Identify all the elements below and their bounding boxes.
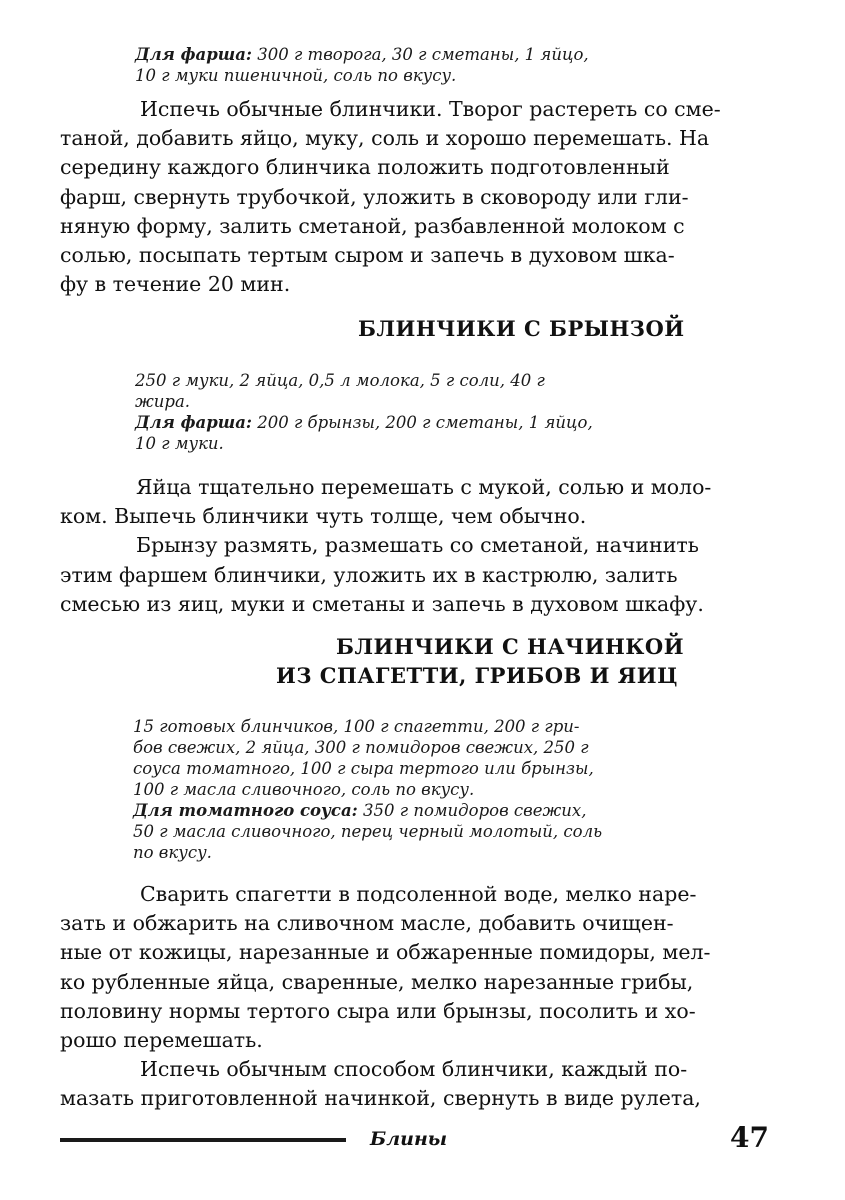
recipe3-ingredients [133,716,602,863]
ingredients-line: бов свежих, 2 яйца, 300 г помидоров свежих, 250 г [133,738,589,757]
sauce-label: Для томатного соуса: [133,801,358,820]
recipe-title: БЛИНЧИКИ С БРЫНЗОЙ [358,316,685,341]
recipe-title [276,632,685,690]
text-line: Испечь обычным способом блинчики, каждый по- [140,1057,688,1082]
running-footer-title: Блины [370,1128,448,1150]
ingredients-line: соуса томатного, 100 г сыра тертого или брынзы, [133,759,594,778]
text-line: ные от кожицы, нарезанные и обжаренные помидоры, мел- [60,940,711,965]
recipe2-method [60,473,711,619]
sauce-line: по вкусу. [133,843,212,862]
recipe-title-line2: ИЗ СПАГЕТТИ, ГРИБОВ И ЯИЦ [276,663,678,688]
text-line: солью, посыпать тертым сыром и запечь в духовом шка- [60,243,675,268]
recipe-title-line1: БЛИНЧИКИ С НАЧИНКОЙ [336,634,685,659]
text-line: ко рубленные яйца, сваренные, мелко нарезанные грибы, [60,969,694,994]
text-line: Яйца тщательно перемешать с мукой, солью и моло- [136,475,712,499]
ingredients-line: 250 г муки, 2 яйца, 0,5 л молока, 5 г соли, 40 г [135,371,545,390]
filling-label: Для фарша: [135,45,252,64]
sauce-line: Для томатного соуса: 350 г помидоров свежих, [133,801,587,820]
text-line: зать и обжарить на сливочном масле, добавить очищен- [60,911,674,936]
filling-line: Для фарша: 200 г брынзы, 200 г сметаны, 1 яйцо, [135,413,593,432]
top-ingredients [135,44,589,86]
recipe2-ingredients [135,370,593,454]
text-line: ком. Выпечь блинчики чуть толще, чем обычно. [60,504,587,529]
recipe3-method [60,880,710,1114]
text-line: рошо перемешать. [60,1028,263,1053]
top-method-paragraph [60,95,721,299]
text-line: половину нормы тертого сыра или брынзы, посолить и хо- [60,998,696,1023]
text-line: Сварить спагетти в подсоленной воде, мелко наре- [140,882,697,906]
page-number: 47 [730,1121,769,1154]
sauce-line: 50 г масла сливочного, перец черный молотый, соль [133,822,603,841]
top-ingredients-line1: Для фарша: 300 г творога, 30 г сметаны, 1 яйцо, [135,45,589,64]
top-ingredients-line2: 10 г муки пшеничной, соль по вкусу. [135,66,457,85]
ingredients-line: жира. [135,392,191,411]
footer-rule [60,1138,346,1142]
text-line: середину каждого блинчика положить подготовленный [60,155,670,180]
text-line: фарш, свернуть трубочкой, уложить в сковороду или гли- [60,184,689,209]
text-line: фу в течение 20 мин. [60,272,291,297]
filling-label: Для фарша: [135,413,252,432]
filling-line: 10 г муки. [135,434,224,453]
ingredients-line: 15 готовых блинчиков, 100 г спагетти, 200 г гри- [133,717,580,736]
text-line: Брынзу размять, размешать со сметаной, начинить [136,533,699,558]
text-line: смесью из яиц, муки и сметаны и запечь в духовом шкафу. [60,591,704,616]
text-line: этим фаршем блинчики, уложить их в кастрюлю, залить [60,562,678,587]
text-line: няную форму, залить сметаной, разбавленной молоком с [60,213,685,238]
ingredients-line: 100 г масла сливочного, соль по вкусу. [133,780,475,799]
text-line: Испечь обычные блинчики. Творог растереть со сме- [140,97,721,121]
text-line: мазать приготовленной начинкой, свернуть в виде рулета, [60,1086,701,1111]
text-line: таной, добавить яйцо, муку, соль и хорошо перемешать. На [60,126,710,151]
